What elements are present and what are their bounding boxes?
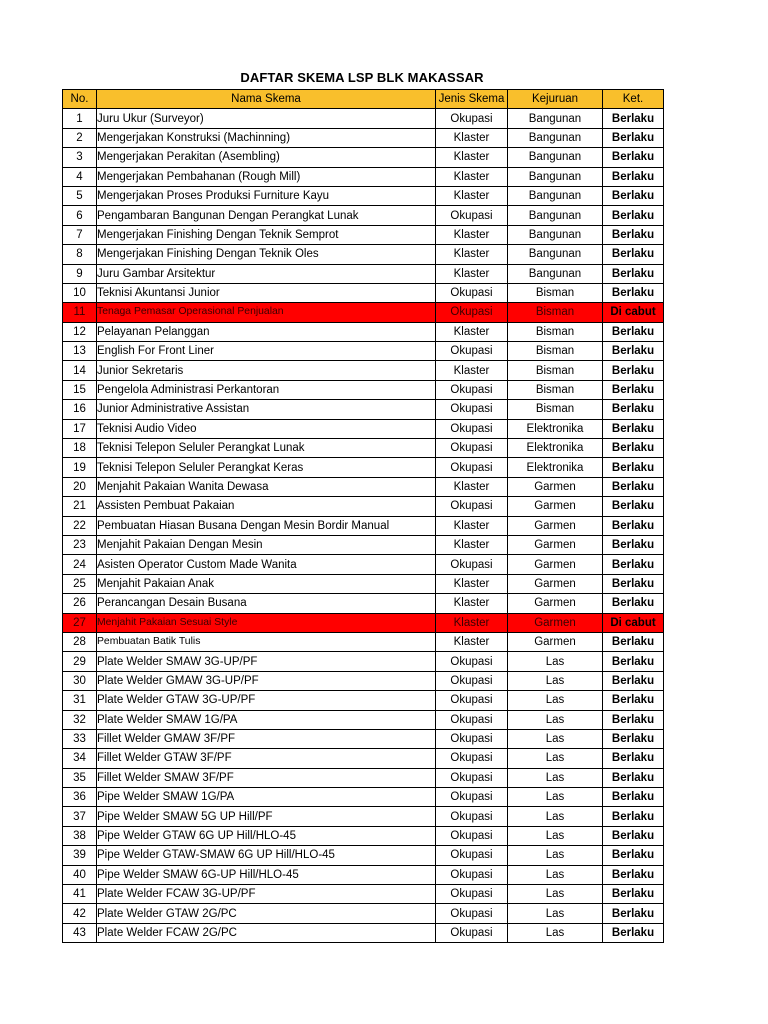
cell-kejuruan: Bangunan: [508, 167, 603, 186]
cell-nama-skema: Menjahit Pakaian Anak: [97, 574, 436, 593]
cell-jenis-skema: Okupasi: [436, 923, 508, 942]
cell-no: 26: [63, 594, 97, 613]
table-row: [63, 497, 664, 516]
cell-nama-skema: Teknisi Akuntansi Junior: [97, 283, 436, 302]
table-row: [63, 380, 664, 399]
cell-jenis-skema: Okupasi: [436, 904, 508, 923]
cell-kejuruan: Bangunan: [508, 109, 603, 128]
table-row: [63, 264, 664, 283]
cell-no: 21: [63, 497, 97, 516]
cell-no: 33: [63, 729, 97, 748]
table-row: [63, 322, 664, 341]
cell-kejuruan: Garmen: [508, 613, 603, 632]
cell-kejuruan: Las: [508, 710, 603, 729]
cell-nama-skema: Junior Administrative Assistan: [97, 400, 436, 419]
cell-jenis-skema: Okupasi: [436, 497, 508, 516]
cell-kejuruan: Bangunan: [508, 245, 603, 264]
cell-no: 14: [63, 361, 97, 380]
cell-nama-skema: Plate Welder GTAW 2G/PC: [97, 904, 436, 923]
cell-nama-skema: Teknisi Audio Video: [97, 419, 436, 438]
cell-jenis-skema: Okupasi: [436, 109, 508, 128]
table-row: [63, 749, 664, 768]
cell-nama-skema: Plate Welder SMAW 1G/PA: [97, 710, 436, 729]
cell-kejuruan: Las: [508, 807, 603, 826]
cell-kejuruan: Bisman: [508, 361, 603, 380]
cell-kejuruan: Las: [508, 729, 603, 748]
table-row: [63, 691, 664, 710]
cell-no: 41: [63, 885, 97, 904]
cell-kejuruan: Las: [508, 865, 603, 884]
cell-no: 7: [63, 225, 97, 244]
cell-ket: Berlaku: [603, 671, 664, 690]
cell-jenis-skema: Klaster: [436, 535, 508, 554]
cell-nama-skema: Menjahit Pakaian Wanita Dewasa: [97, 477, 436, 496]
cell-nama-skema: Menjahit Pakaian Sesuai Style: [97, 613, 436, 632]
cell-jenis-skema: Okupasi: [436, 652, 508, 671]
cell-no: 1: [63, 109, 97, 128]
cell-jenis-skema: Klaster: [436, 574, 508, 593]
cell-jenis-skema: Okupasi: [436, 710, 508, 729]
cell-no: 8: [63, 245, 97, 264]
cell-no: 3: [63, 148, 97, 167]
cell-nama-skema: Perancangan Desain Busana: [97, 594, 436, 613]
cell-no: 30: [63, 671, 97, 690]
table-row: [63, 768, 664, 787]
cell-jenis-skema: Okupasi: [436, 846, 508, 865]
cell-nama-skema: Plate Welder FCAW 2G/PC: [97, 923, 436, 942]
cell-ket: Berlaku: [603, 904, 664, 923]
cell-kejuruan: Las: [508, 846, 603, 865]
cell-kejuruan: Las: [508, 904, 603, 923]
cell-no: 36: [63, 788, 97, 807]
table-row: [63, 652, 664, 671]
table-row: [63, 516, 664, 535]
table-row: [63, 671, 664, 690]
cell-no: 13: [63, 342, 97, 361]
cell-no: 23: [63, 535, 97, 554]
table-row: [63, 361, 664, 380]
cell-jenis-skema: Okupasi: [436, 206, 508, 225]
cell-nama-skema: Junior Sekretaris: [97, 361, 436, 380]
header-nama-skema: Nama Skema: [97, 90, 436, 109]
cell-jenis-skema: Klaster: [436, 594, 508, 613]
cell-ket: Berlaku: [603, 419, 664, 438]
cell-ket: Berlaku: [603, 342, 664, 361]
cell-jenis-skema: Klaster: [436, 361, 508, 380]
cell-kejuruan: Garmen: [508, 535, 603, 554]
table-row: [63, 225, 664, 244]
cell-jenis-skema: Klaster: [436, 167, 508, 186]
header-jenis-skema: Jenis Skema: [436, 90, 508, 109]
cell-ket: Berlaku: [603, 923, 664, 942]
cell-kejuruan: Las: [508, 671, 603, 690]
cell-ket: Berlaku: [603, 206, 664, 225]
cell-no: 18: [63, 439, 97, 458]
cell-kejuruan: Las: [508, 749, 603, 768]
table-row: [63, 555, 664, 574]
cell-ket: Berlaku: [603, 400, 664, 419]
cell-ket: Berlaku: [603, 477, 664, 496]
cell-kejuruan: Bisman: [508, 400, 603, 419]
cell-jenis-skema: Okupasi: [436, 380, 508, 399]
cell-no: 22: [63, 516, 97, 535]
cell-nama-skema: Pipe Welder SMAW 6G-UP Hill/HLO-45: [97, 865, 436, 884]
cell-kejuruan: Elektronika: [508, 419, 603, 438]
table-row: [63, 439, 664, 458]
cell-nama-skema: Mengerjakan Proses Produksi Furniture Kayu: [97, 186, 436, 205]
cell-jenis-skema: Okupasi: [436, 865, 508, 884]
cell-no: 24: [63, 555, 97, 574]
cell-nama-skema: Fillet Welder SMAW 3F/PF: [97, 768, 436, 787]
cell-jenis-skema: Okupasi: [436, 807, 508, 826]
cell-jenis-skema: Okupasi: [436, 555, 508, 574]
cell-jenis-skema: Klaster: [436, 148, 508, 167]
cell-nama-skema: Mengerjakan Perakitan (Asembling): [97, 148, 436, 167]
cell-ket: Berlaku: [603, 885, 664, 904]
cell-no: 16: [63, 400, 97, 419]
cell-kejuruan: Garmen: [508, 477, 603, 496]
cell-no: 17: [63, 419, 97, 438]
cell-no: 9: [63, 264, 97, 283]
cell-ket: Berlaku: [603, 768, 664, 787]
cell-ket: Berlaku: [603, 148, 664, 167]
document-title: DAFTAR SKEMA LSP BLK MAKASSAR: [240, 70, 484, 85]
cell-no: 25: [63, 574, 97, 593]
cell-ket: Berlaku: [603, 186, 664, 205]
cell-ket: Berlaku: [603, 361, 664, 380]
cell-jenis-skema: Okupasi: [436, 691, 508, 710]
cell-ket: Berlaku: [603, 652, 664, 671]
cell-jenis-skema: Okupasi: [436, 419, 508, 438]
cell-no: 34: [63, 749, 97, 768]
cell-nama-skema: Juru Ukur (Surveyor): [97, 109, 436, 128]
table-row: [63, 807, 664, 826]
cell-kejuruan: Bangunan: [508, 128, 603, 147]
schema-table: [62, 89, 664, 943]
cell-ket: Berlaku: [603, 865, 664, 884]
cell-nama-skema: Pelayanan Pelanggan: [97, 322, 436, 341]
cell-ket: Berlaku: [603, 749, 664, 768]
cell-nama-skema: Fillet Welder GMAW 3F/PF: [97, 729, 436, 748]
cell-ket: Berlaku: [603, 846, 664, 865]
cell-kejuruan: Las: [508, 652, 603, 671]
cell-nama-skema: Juru Gambar Arsitektur: [97, 264, 436, 283]
cell-kejuruan: Garmen: [508, 594, 603, 613]
cell-nama-skema: Teknisi Telepon Seluler Perangkat Lunak: [97, 439, 436, 458]
cell-kejuruan: Garmen: [508, 555, 603, 574]
cell-kejuruan: Garmen: [508, 497, 603, 516]
cell-nama-skema: Plate Welder GTAW 3G-UP/PF: [97, 691, 436, 710]
table-row: [63, 729, 664, 748]
table-row: [63, 477, 664, 496]
table-row: [63, 148, 664, 167]
cell-ket: Di cabut: [603, 613, 664, 632]
cell-jenis-skema: Okupasi: [436, 283, 508, 302]
cell-no: 28: [63, 632, 97, 651]
cell-jenis-skema: Okupasi: [436, 303, 508, 322]
table-row: [63, 594, 664, 613]
cell-kejuruan: Bangunan: [508, 186, 603, 205]
cell-kejuruan: Bisman: [508, 303, 603, 322]
table-row: [63, 400, 664, 419]
cell-ket: Berlaku: [603, 710, 664, 729]
cell-ket: Berlaku: [603, 826, 664, 845]
cell-nama-skema: Mengerjakan Konstruksi (Machinning): [97, 128, 436, 147]
cell-no: 2: [63, 128, 97, 147]
cell-ket: Berlaku: [603, 283, 664, 302]
cell-ket: Berlaku: [603, 167, 664, 186]
cell-jenis-skema: Klaster: [436, 245, 508, 264]
cell-nama-skema: Pengelola Administrasi Perkantoran: [97, 380, 436, 399]
cell-ket: Berlaku: [603, 322, 664, 341]
cell-nama-skema: Pembuatan Hiasan Busana Dengan Mesin Bordir Manual: [97, 516, 436, 535]
cell-jenis-skema: Klaster: [436, 613, 508, 632]
table-row: [63, 419, 664, 438]
cell-no: 20: [63, 477, 97, 496]
table-row: [63, 342, 664, 361]
table-row: [63, 574, 664, 593]
cell-ket: Berlaku: [603, 458, 664, 477]
cell-jenis-skema: Okupasi: [436, 458, 508, 477]
cell-nama-skema: Plate Welder GMAW 3G-UP/PF: [97, 671, 436, 690]
cell-kejuruan: Garmen: [508, 516, 603, 535]
cell-nama-skema: Fillet Welder GTAW 3F/PF: [97, 749, 436, 768]
cell-kejuruan: Bisman: [508, 322, 603, 341]
cell-ket: Berlaku: [603, 632, 664, 651]
cell-ket: Berlaku: [603, 535, 664, 554]
cell-jenis-skema: Klaster: [436, 186, 508, 205]
cell-ket: Berlaku: [603, 225, 664, 244]
cell-ket: Berlaku: [603, 729, 664, 748]
cell-nama-skema: Assisten Pembuat Pakaian: [97, 497, 436, 516]
cell-nama-skema: Tenaga Pemasar Operasional Penjualan: [97, 303, 436, 322]
cell-no: 42: [63, 904, 97, 923]
table-row: [63, 846, 664, 865]
table-row: [63, 283, 664, 302]
cell-ket: Berlaku: [603, 594, 664, 613]
cell-jenis-skema: Okupasi: [436, 826, 508, 845]
cell-kejuruan: Garmen: [508, 632, 603, 651]
table-row: [63, 788, 664, 807]
cell-nama-skema: Pipe Welder SMAW 5G UP Hill/PF: [97, 807, 436, 826]
cell-no: 32: [63, 710, 97, 729]
cell-no: 15: [63, 380, 97, 399]
cell-ket: Berlaku: [603, 574, 664, 593]
cell-no: 40: [63, 865, 97, 884]
cell-jenis-skema: Klaster: [436, 322, 508, 341]
table-row: [63, 458, 664, 477]
cell-kejuruan: Bangunan: [508, 264, 603, 283]
cell-no: 5: [63, 186, 97, 205]
cell-kejuruan: Las: [508, 885, 603, 904]
cell-no: 10: [63, 283, 97, 302]
cell-ket: Berlaku: [603, 128, 664, 147]
cell-kejuruan: Bisman: [508, 283, 603, 302]
table-row: [63, 206, 664, 225]
cell-ket: Berlaku: [603, 807, 664, 826]
cell-no: 31: [63, 691, 97, 710]
table-body: [63, 109, 664, 943]
table-row: [63, 710, 664, 729]
cell-kejuruan: Las: [508, 691, 603, 710]
cell-kejuruan: Elektronika: [508, 439, 603, 458]
cell-no: 43: [63, 923, 97, 942]
cell-no: 39: [63, 846, 97, 865]
cell-kejuruan: Bangunan: [508, 225, 603, 244]
cell-jenis-skema: Klaster: [436, 264, 508, 283]
cell-kejuruan: Las: [508, 768, 603, 787]
cell-jenis-skema: Okupasi: [436, 749, 508, 768]
cell-no: 29: [63, 652, 97, 671]
cell-no: 4: [63, 167, 97, 186]
table-row: [63, 904, 664, 923]
cell-nama-skema: Mengerjakan Finishing Dengan Teknik Semprot: [97, 225, 436, 244]
cell-ket: Berlaku: [603, 691, 664, 710]
table-row: [63, 885, 664, 904]
cell-ket: Berlaku: [603, 245, 664, 264]
cell-nama-skema: Plate Welder SMAW 3G-UP/PF: [97, 652, 436, 671]
cell-jenis-skema: Klaster: [436, 225, 508, 244]
table-row: [63, 865, 664, 884]
cell-nama-skema: Mengerjakan Finishing Dengan Teknik Oles: [97, 245, 436, 264]
cell-kejuruan: Bisman: [508, 380, 603, 399]
table-row: [63, 109, 664, 128]
table-row: [63, 535, 664, 554]
table-row: [63, 186, 664, 205]
cell-jenis-skema: Okupasi: [436, 885, 508, 904]
cell-ket: Berlaku: [603, 788, 664, 807]
cell-no: 35: [63, 768, 97, 787]
cell-kejuruan: Las: [508, 826, 603, 845]
table-row: [63, 923, 664, 942]
cell-ket: Berlaku: [603, 380, 664, 399]
cell-jenis-skema: Klaster: [436, 128, 508, 147]
cell-kejuruan: Elektronika: [508, 458, 603, 477]
cell-ket: Berlaku: [603, 439, 664, 458]
header-no: No.: [63, 90, 97, 109]
cell-ket: Berlaku: [603, 264, 664, 283]
cell-nama-skema: Mengerjakan Pembahanan (Rough Mill): [97, 167, 436, 186]
cell-jenis-skema: Klaster: [436, 477, 508, 496]
cell-nama-skema: Menjahit Pakaian Dengan Mesin: [97, 535, 436, 554]
cell-jenis-skema: Okupasi: [436, 768, 508, 787]
cell-kejuruan: Las: [508, 788, 603, 807]
cell-no: 37: [63, 807, 97, 826]
cell-nama-skema: Pipe Welder GTAW-SMAW 6G UP Hill/HLO-45: [97, 846, 436, 865]
header-ket: Ket.: [603, 90, 664, 109]
cell-jenis-skema: Klaster: [436, 516, 508, 535]
cell-no: 19: [63, 458, 97, 477]
cell-no: 12: [63, 322, 97, 341]
table-row: [63, 826, 664, 845]
cell-kejuruan: Bangunan: [508, 148, 603, 167]
cell-nama-skema: Asisten Operator Custom Made Wanita: [97, 555, 436, 574]
cell-no: 38: [63, 826, 97, 845]
cell-ket: Berlaku: [603, 555, 664, 574]
cell-nama-skema: English For Front Liner: [97, 342, 436, 361]
cell-jenis-skema: Klaster: [436, 632, 508, 651]
cell-no: 11: [63, 303, 97, 322]
cell-ket: Berlaku: [603, 497, 664, 516]
cell-jenis-skema: Okupasi: [436, 342, 508, 361]
cell-nama-skema: Teknisi Telepon Seluler Perangkat Keras: [97, 458, 436, 477]
table-row: [63, 167, 664, 186]
cell-nama-skema: Pipe Welder SMAW 1G/PA: [97, 788, 436, 807]
table-row: [63, 128, 664, 147]
cell-no: 27: [63, 613, 97, 632]
cell-jenis-skema: Okupasi: [436, 400, 508, 419]
cell-no: 6: [63, 206, 97, 225]
table-row: [63, 632, 664, 651]
cell-jenis-skema: Okupasi: [436, 729, 508, 748]
cell-kejuruan: Bisman: [508, 342, 603, 361]
cell-jenis-skema: Okupasi: [436, 439, 508, 458]
cell-nama-skema: Pipe Welder GTAW 6G UP Hill/HLO-45: [97, 826, 436, 845]
cell-jenis-skema: Okupasi: [436, 671, 508, 690]
table-row: [63, 245, 664, 264]
cell-nama-skema: Pengambaran Bangunan Dengan Perangkat Lunak: [97, 206, 436, 225]
cell-nama-skema: Pembuatan Batik Tulis: [97, 632, 436, 651]
cell-kejuruan: Garmen: [508, 574, 603, 593]
cell-ket: Berlaku: [603, 516, 664, 535]
cell-kejuruan: Las: [508, 923, 603, 942]
header-kejuruan: Kejuruan: [508, 90, 603, 109]
cell-kejuruan: Bangunan: [508, 206, 603, 225]
cell-ket: Di cabut: [603, 303, 664, 322]
table-header-row: [63, 90, 664, 109]
cell-jenis-skema: Okupasi: [436, 788, 508, 807]
cell-ket: Berlaku: [603, 109, 664, 128]
table-row: [63, 303, 664, 322]
cell-nama-skema: Plate Welder FCAW 3G-UP/PF: [97, 885, 436, 904]
table-row: [63, 613, 664, 632]
